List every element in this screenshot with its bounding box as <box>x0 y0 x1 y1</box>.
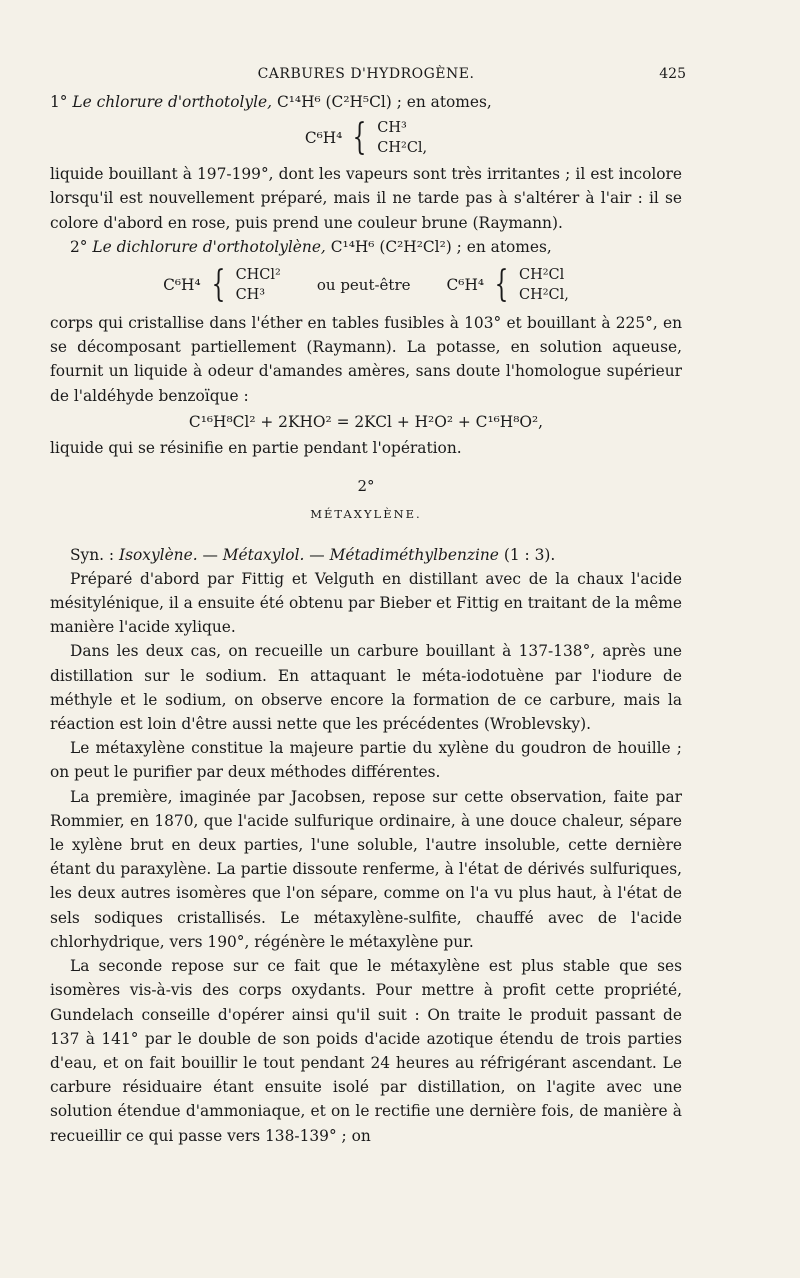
paragraph: La première, imaginée par Jacobsen, repose sur cette observation, faite par Rommier, en 1870, que l'acide sulfurique ordinaire, à une douce chaleur, sépare le xylène brut en deux parties, l'une soluble, l'autre insoluble, cette dernière étant du paraxylène. La partie dissoute renferme, à l'état de dérivés sulfuriques, les deux autres isomères que l'on sépare, comme on l'a vu plus haut, à l'état de sels sodiques cristallisés. Le métaxylène-sulfite, chauffé avec de l'acide chlorhydrique, vers 190°, régénère le métaxylène pur. <box>50 787 682 951</box>
item1-heading <box>50 90 682 114</box>
synonyms-label: Syn. : <box>70 545 115 564</box>
section-number: 2° <box>357 477 375 496</box>
document-page <box>50 62 686 1148</box>
item2-a-left: C⁶H⁴ <box>163 275 201 294</box>
item1-name: Le chlorure d'orthotolyle, <box>72 93 273 111</box>
paragraph: Dans les deux cas, on recueille un carbure bouillant à 137-138°, après une distillation sur le sodium. En attaquant le méta-iodotuène par l'iodure de méthyle et le sodium, on observe encore la formation de ce carbure, mais la réaction est loin d'être aussi nette que les précédentes (Wroblevsky). <box>50 642 682 734</box>
paragraph: Préparé d'abord par Fittig et Velguth en distillant avec de la chaux l'acide mésitylénique, il a ensuite été obtenu par Bieber et Fittig en traitant de la même manière l'acide xylique. <box>50 569 682 637</box>
running-head: CARBURES D'HYDROGÈNE. <box>257 66 475 82</box>
brace-glyph: { <box>352 117 367 159</box>
item2-heading <box>50 235 682 259</box>
synonym-2: Métaxylol. <box>222 545 305 564</box>
item2-text: corps qui cristallise dans l'éther en tables fusibles à 103° et bouillant à 225°, en se décomposant partiellement (Raymann). La potasse, en solution aqueuse, fournit un liquide à odeur d'amandes amères, sans doute l'homologue supérieur de l'aldéhyde benzoïque : <box>50 314 682 405</box>
item2-formula: C¹⁴H⁶ (C²H²Cl²) ; en atomes, <box>330 237 552 256</box>
page-number: 425 <box>659 66 686 82</box>
synonyms-line: Syn. : Isoxylène. — Métaxylol. — Métadiméthylbenzine (1 : 3). <box>70 545 556 564</box>
synonym-3: Métadiméthylbenzine <box>329 545 499 564</box>
item1-atomic-formula <box>50 114 682 162</box>
item1-text: liquide bouillant à 197-199°, dont les vapeurs sont très irritantes ; il est incolore lorsqu'il est nouvellement préparé, mais il ne tarde pas à s'altérer à l'air : il se colore d'abord en rose, puis prend une couleur brune (Raymann). <box>50 165 682 232</box>
synonym-ratio: (1 : 3). <box>503 545 556 564</box>
item2-equation: C¹⁶H⁸Cl² + 2KHO² = 2KCl + H²O² + C¹⁶H⁸O², <box>188 412 544 431</box>
item2-b-stack <box>519 265 569 305</box>
item2-after: liquide qui se résinifie en partie pendant l'opération. <box>50 439 462 458</box>
item2-b-left: C⁶H⁴ <box>446 275 485 294</box>
item2-number: 2° <box>70 237 88 256</box>
item2-b-bottom: CH²Cl, <box>518 287 569 304</box>
item2-b-top: CH²Cl <box>518 267 565 284</box>
item2-name: Le dichlorure d'orthotolylène, <box>92 237 326 256</box>
brace-glyph: { <box>494 264 509 306</box>
item2-a-stack <box>236 265 281 305</box>
brace-glyph: { <box>211 264 225 306</box>
item1-atomic-left: C⁶H⁴ <box>304 129 343 148</box>
item2-atomic-formulas <box>50 259 682 311</box>
synonym-1: Isoxylène. <box>119 545 198 564</box>
item2-a-bottom: CH³ <box>235 287 266 304</box>
page-header <box>50 62 686 90</box>
item2-a-top: CHCl² <box>235 267 281 284</box>
item1-atomic-stack <box>377 118 427 158</box>
paragraph: La seconde repose sur ce fait que le métaxylène est plus stable que ses isomères vis-à-vis des corps oxydants. Pour mettre à profit cette propriété, Gundelach conseille d'opérer ainsi qu'il suit : On traite le produit passant de 137 à 141° par le double de son poids d'acide azotique étendu de trois parties d'eau, et on fait bouillir le tout pendant 24 heures au réfrigérant ascendant. Le carbure résiduaire étant ensuite isolé par distillation, on l'agite avec une solution étendue d'ammoniaque, et on le rectifie une dernière fois, de manière à recueillir ce qui passe vers 138-139° ; on <box>50 957 682 1145</box>
item2-or-text: ou peut-être <box>316 275 411 294</box>
item1-formula: C¹⁴H⁶ (C²H⁵Cl) ; en atomes, <box>276 93 492 111</box>
item1-atomic-top: CH³ <box>377 120 407 137</box>
item1-atomic-bottom: CH²Cl, <box>377 140 428 157</box>
section-title: MÉTAXYLÈNE. <box>310 507 422 522</box>
paragraph: Le métaxylène constitue la majeure partie du xylène du goudron de houille ; on peut le purifier par deux méthodes différentes. <box>50 739 682 782</box>
item1-number: 1° <box>50 93 68 111</box>
